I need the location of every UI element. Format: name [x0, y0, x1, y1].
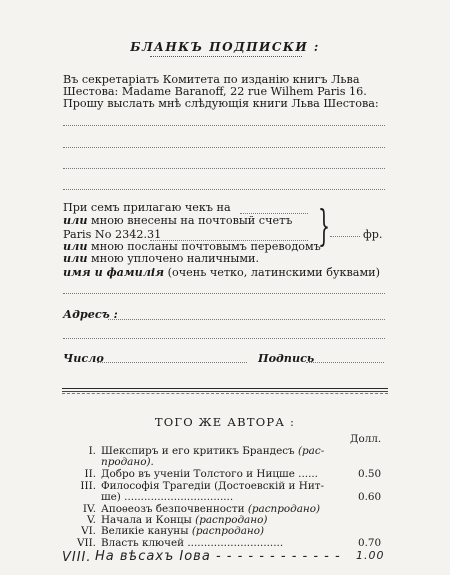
address-field-line-2[interactable]	[63, 338, 385, 339]
signature-field-line[interactable]	[306, 362, 384, 363]
signature-field-label: Подпись	[258, 351, 315, 365]
book-price: 0.50	[358, 468, 382, 480]
book-request-line[interactable]	[63, 189, 385, 190]
books-heading: ТОГО ЖЕ АВТОРА :	[154, 415, 296, 429]
book-title: Начала и Концы (распродано)	[101, 514, 268, 526]
book-number: I.	[88, 445, 96, 457]
book-price: 0.70	[358, 537, 382, 549]
book-number: VII.	[76, 537, 96, 549]
payment-cash-line: или мною уплочено наличными.	[63, 251, 260, 265]
book-title: Власть ключей .............................	[101, 537, 284, 549]
book-price: 0.60	[358, 491, 382, 503]
currency-header: Долл.	[350, 433, 382, 445]
book-request-line[interactable]	[63, 147, 385, 148]
payment-postal-line: или мною внесены на почтовый счетъ	[63, 213, 293, 227]
payment-cheque-line: При семъ прилагаю чекъ на	[63, 201, 231, 214]
book-number: VI.	[81, 525, 96, 537]
address-field-label: Адресъ :	[63, 307, 118, 321]
amount-line[interactable]	[330, 236, 360, 237]
address-line-3: Прошу выслать мнѣ слѣдующія книги Льва Шестова:	[63, 97, 379, 110]
address-line-1: Въ секретаріатъ Комитета по изданію книгъ Льва	[63, 73, 360, 86]
book-number: III.	[80, 480, 96, 492]
currency-label: фр.	[363, 228, 383, 241]
book-title-handwritten: На вѣсахъ Іова - - - - - - - - - - - -	[95, 549, 341, 564]
date-field-label: Число	[63, 351, 104, 365]
separator-rule	[62, 388, 388, 389]
book-title: Добро въ ученіи Толстого и Ницше ......	[101, 468, 318, 480]
separator-rule-thin	[62, 391, 388, 392]
form-title: БЛАНКЪ ПОДПИСКИ :	[130, 40, 320, 54]
address-line-2: Шестова: Madame Baranoff, 22 rue Wilhem Paris 16.	[63, 85, 367, 98]
name-field-label: имя и фамилія (очень четко, латинскими буквами)	[63, 265, 381, 279]
book-number: II.	[84, 468, 96, 480]
book-title: Великіе кануны (распродано)	[101, 525, 265, 537]
brace-symbol: }	[318, 201, 331, 250]
book-price-handwritten: 1.00	[356, 549, 385, 562]
payment-money-order-line: или мною посланы почтовымъ переводомъ	[63, 239, 321, 253]
book-title-cont: ше) .................................	[101, 491, 234, 503]
postal-account: Paris No 2342.31	[63, 228, 162, 241]
book-number-handwritten: VIII.	[62, 550, 92, 565]
name-field-line[interactable]	[63, 293, 385, 294]
book-title-cont: продано).	[101, 456, 154, 468]
book-number: IV.	[82, 503, 96, 515]
book-title: Философія Трагедіи (Достоевскій и Нит-	[101, 480, 325, 492]
book-title: Апоѳеозъ безпочвенности (распродано)	[101, 503, 321, 515]
book-request-line[interactable]	[63, 168, 385, 169]
title-underline	[150, 56, 302, 57]
date-field-line[interactable]	[97, 362, 247, 363]
book-number: V.	[87, 514, 96, 526]
book-request-line[interactable]	[63, 125, 385, 126]
address-field-line[interactable]	[108, 319, 385, 320]
separator-rule-dashed	[62, 393, 388, 394]
book-title: Шекспиръ и его критикъ Брандесъ (рас-	[101, 445, 325, 457]
